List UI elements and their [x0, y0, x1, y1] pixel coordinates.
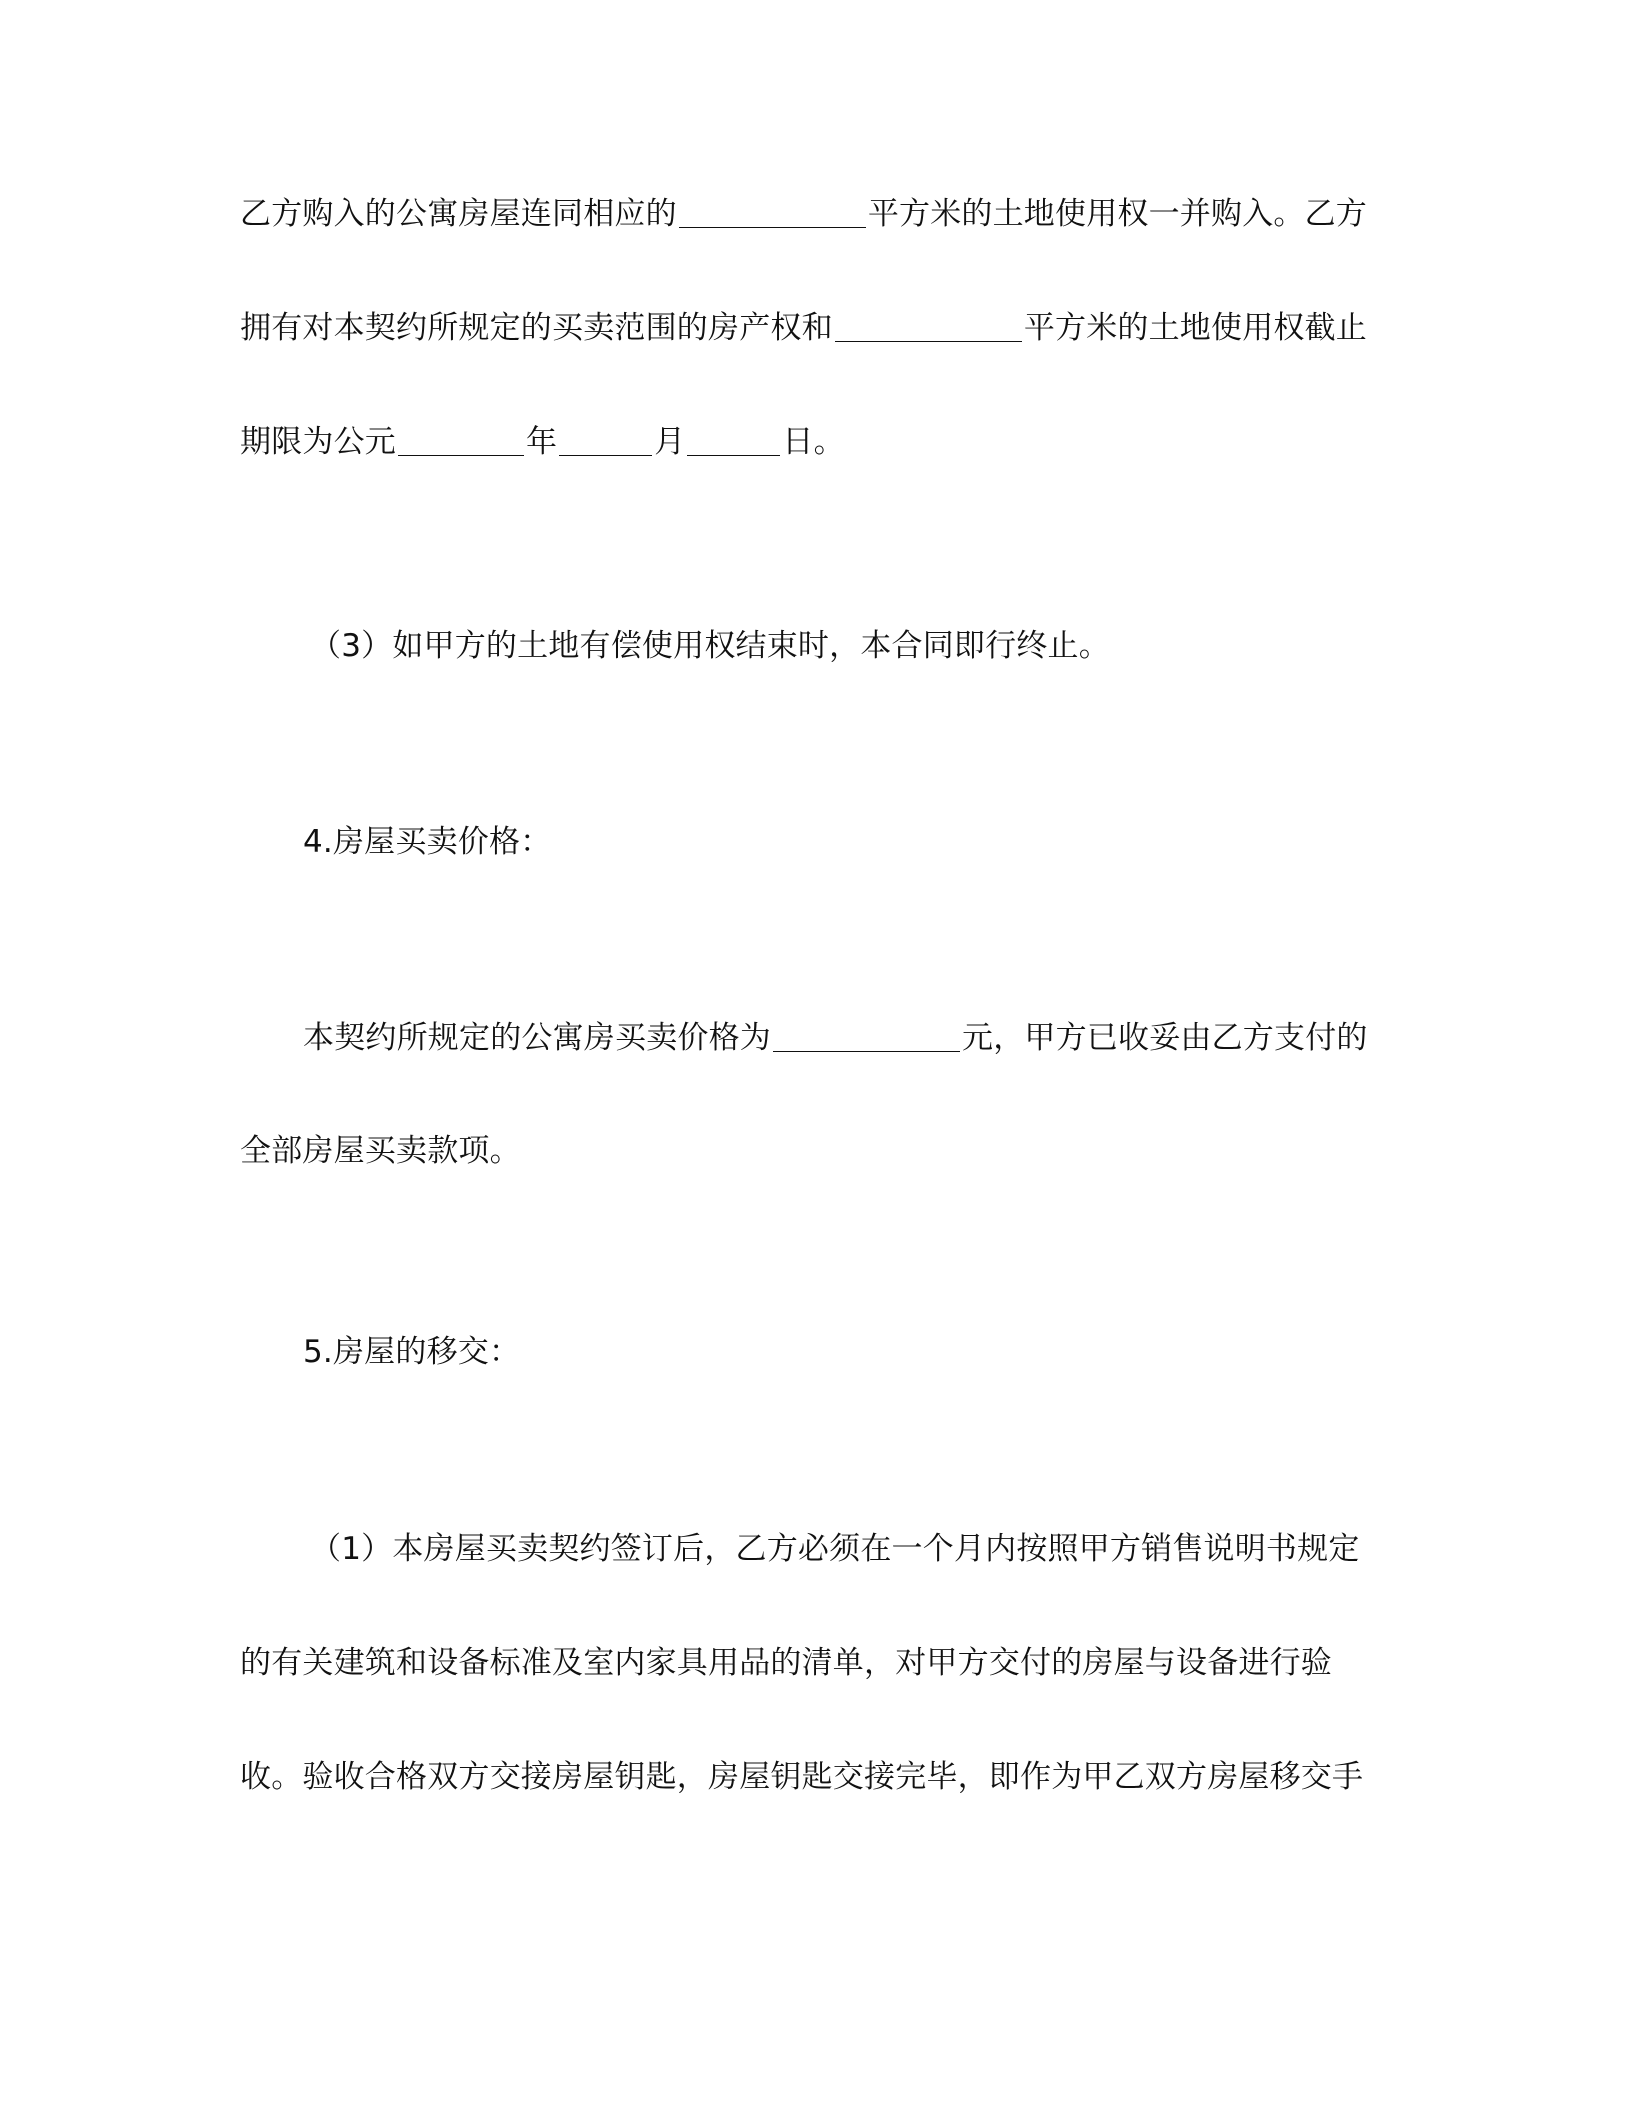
area-blank-2: [835, 307, 1022, 342]
year-label: 年: [526, 424, 558, 460]
text-segment: 元，甲方已收妥由乙方支付的: [962, 1020, 1368, 1056]
day-blank: [687, 421, 780, 456]
text-segment: 平方米的土地使用权一并购入。乙方: [867, 196, 1368, 232]
clause-5-1-line-1: （1）本房屋买卖契约签订后，乙方必须在一个月内按照甲方销售说明书规定: [310, 1531, 1360, 1567]
area-blank-1: [679, 193, 866, 228]
text-segment: 乙方购入的公寓房屋连同相应的: [240, 196, 677, 232]
land-use-line-2: [240, 307, 1390, 348]
clause-3: （3）如甲方的土地有偿使用权结束时，本合同即行终止。: [310, 628, 1110, 664]
price-line-1: [303, 1017, 1453, 1058]
price-blank: [773, 1017, 960, 1052]
land-use-line-3: [240, 421, 1390, 462]
clause-5-1-line-3: 收。验收合格双方交接房屋钥匙，房屋钥匙交接完毕，即作为甲乙双方房屋移交手: [240, 1759, 1364, 1795]
text-segment: 平方米的土地使用权截止: [1023, 310, 1368, 346]
land-use-line-1: [240, 193, 1390, 234]
clause-5-1-line-2: 的有关建筑和设备标准及室内家具用品的清单，对甲方交付的房屋与设备进行验: [240, 1645, 1332, 1681]
day-label: 日。: [782, 424, 845, 460]
heading-house-price: 4.房屋买卖价格：: [303, 824, 552, 860]
month-label: 月: [654, 424, 686, 460]
month-blank: [559, 421, 652, 456]
text-segment: 本契约所规定的公寓房买卖价格为: [303, 1020, 771, 1056]
heading-house-handover: 5.房屋的移交：: [303, 1334, 521, 1370]
text-segment: 期限为公元: [240, 424, 396, 460]
text-segment: 拥有对本契约所规定的买卖范围的房产权和: [240, 310, 833, 346]
price-line-2: 全部房屋买卖款项。: [240, 1133, 521, 1169]
year-blank: [398, 421, 524, 456]
